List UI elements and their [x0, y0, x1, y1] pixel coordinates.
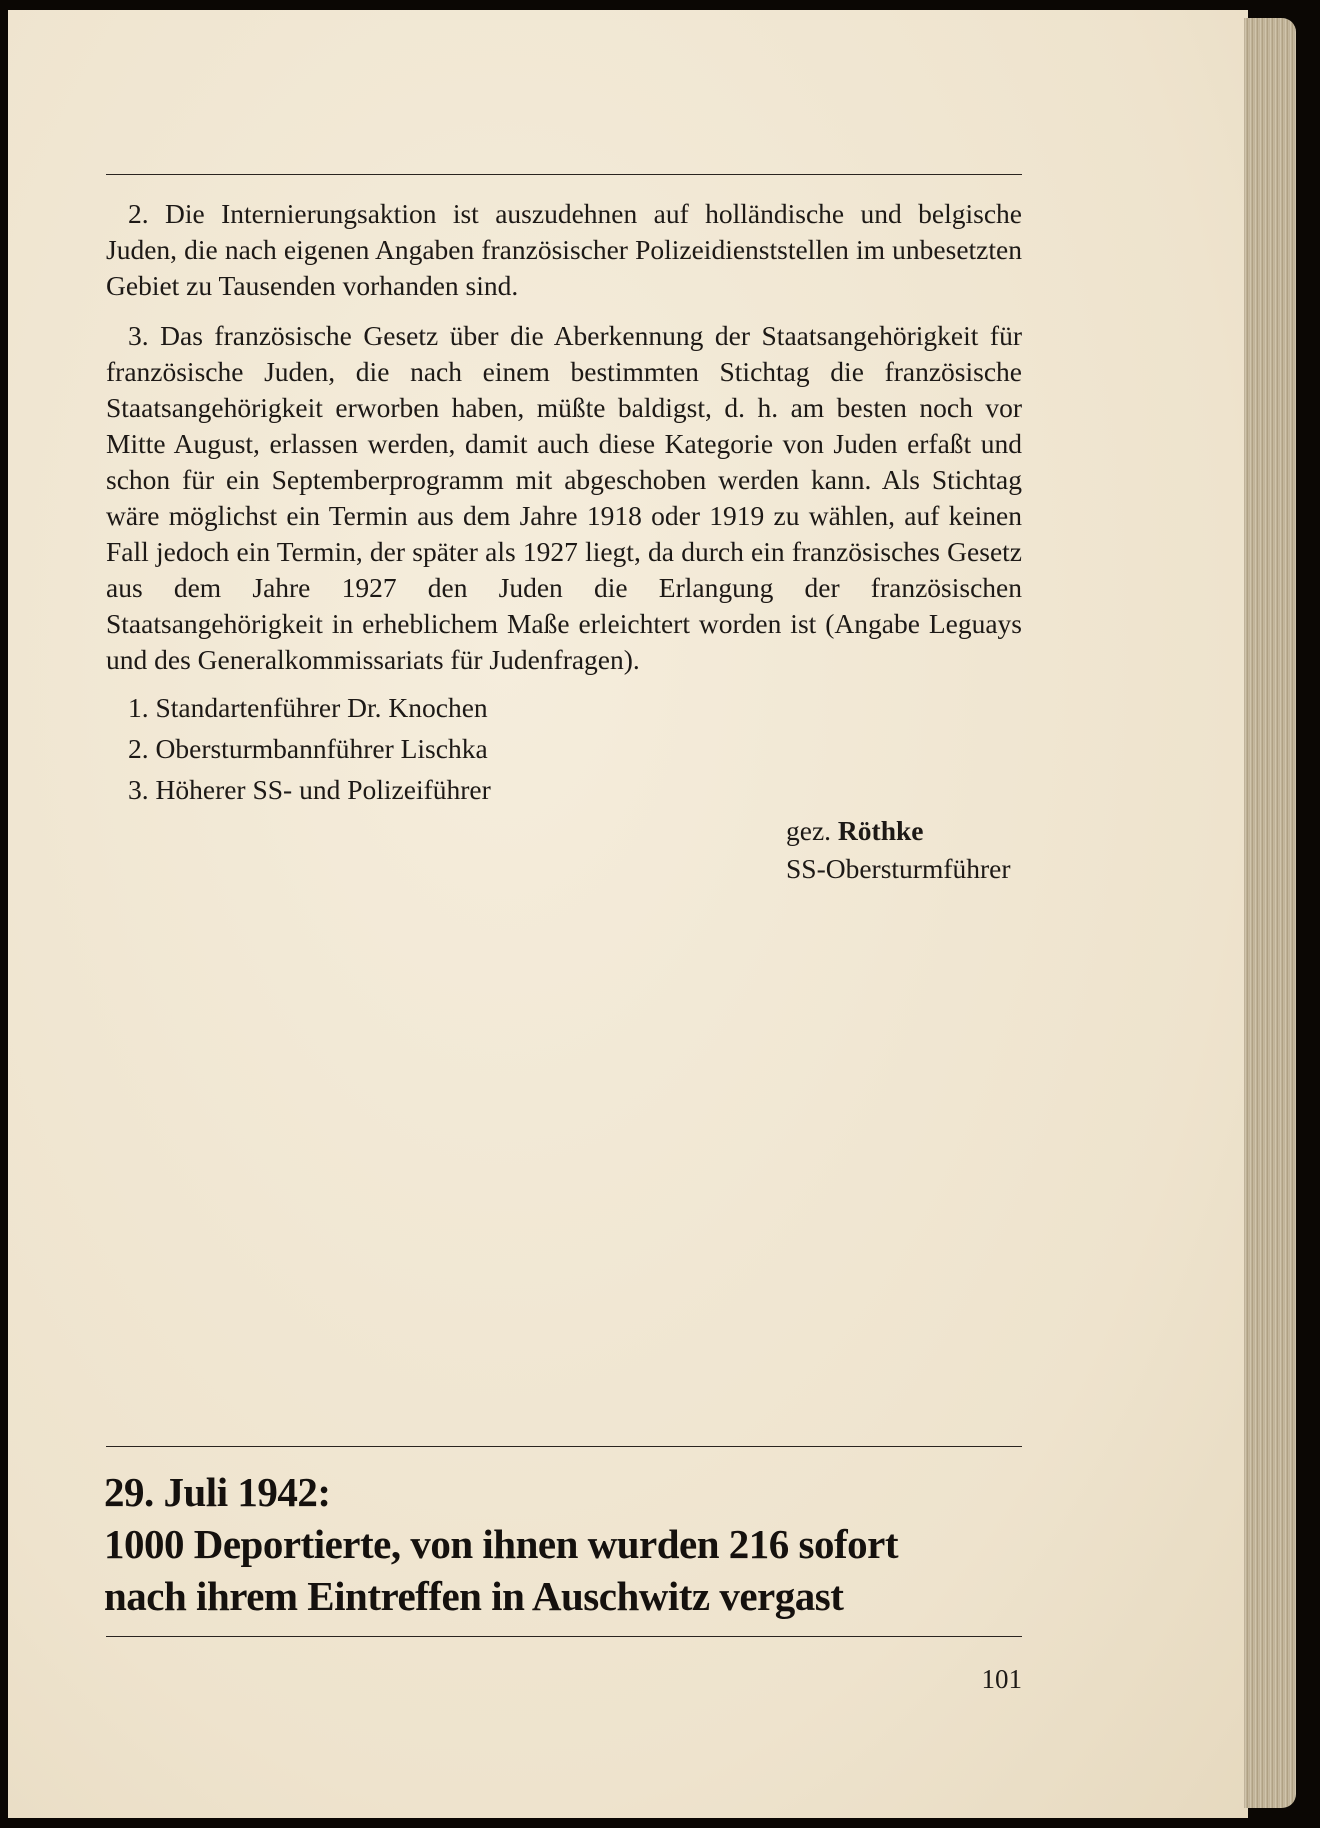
- heading-top-rule: [106, 1446, 1022, 1447]
- recipient-item: 3. Höherer SS- und Polizeiführer: [128, 774, 491, 805]
- page-number: 101: [981, 1664, 1022, 1694]
- heading-bottom-rule: [106, 1636, 1022, 1637]
- heading-date: 29. Juli 1942:: [104, 1469, 331, 1515]
- signature-block: [786, 812, 1011, 888]
- body-text: [106, 196, 1022, 678]
- paragraph-3: 3. Das französische Gesetz über die Aberkennung der Staatsangehörigkeit für französische Juden, die nach einem bestimmten Stichtag die französische Staatsangehörigkeit erworben haben, müßte baldigst, d. h. am besten noch vor Mitte August, erlassen werden, damit auch diese Kategorie von Juden erfaßt und schon für ein Septemberprogramm mit abgeschoben werden kann. Als Stichtag wäre möglichst ein Termin aus dem Jahre 1918 oder 1919 zu wählen, auf keinen Fall jedoch ein Termin, der später als 1927 liegt, da durch ein französisches Gesetz aus dem Jahre 1927 den Juden die Erlangung der französischen Staatsangehörigkeit in erheblichem Maße erleichtert worden ist (Angabe Leguays und des Generalkommissariats für Judenfragen).: [106, 320, 1022, 675]
- section-heading: [104, 1466, 1024, 1622]
- signature-prefix: gez.: [786, 815, 832, 846]
- recipient-list: [128, 687, 491, 810]
- signature-name: Röthke: [837, 815, 924, 846]
- heading-line: nach ihrem Eintreffen in Auschwitz vergast: [104, 1573, 844, 1619]
- heading-line: 1000 Deportierte, von ihnen wurden 216 sofort: [104, 1521, 899, 1567]
- paragraph-2: 2. Die Internierungsaktion ist auszudehnen auf holländische und belgische Juden, die nach eigenen Angaben französischer Polizeidienststellen im unbesetzten Gebiet zu Tausenden vorhanden sind.: [106, 198, 1022, 301]
- page-edges: [1244, 18, 1296, 1808]
- recipient-item: 2. Obersturmbannführer Lischka: [128, 733, 488, 764]
- top-rule: [106, 174, 1022, 175]
- signature-rank: SS-Obersturmführer: [786, 853, 1011, 884]
- recipient-item: 1. Standartenführer Dr. Knochen: [128, 692, 488, 723]
